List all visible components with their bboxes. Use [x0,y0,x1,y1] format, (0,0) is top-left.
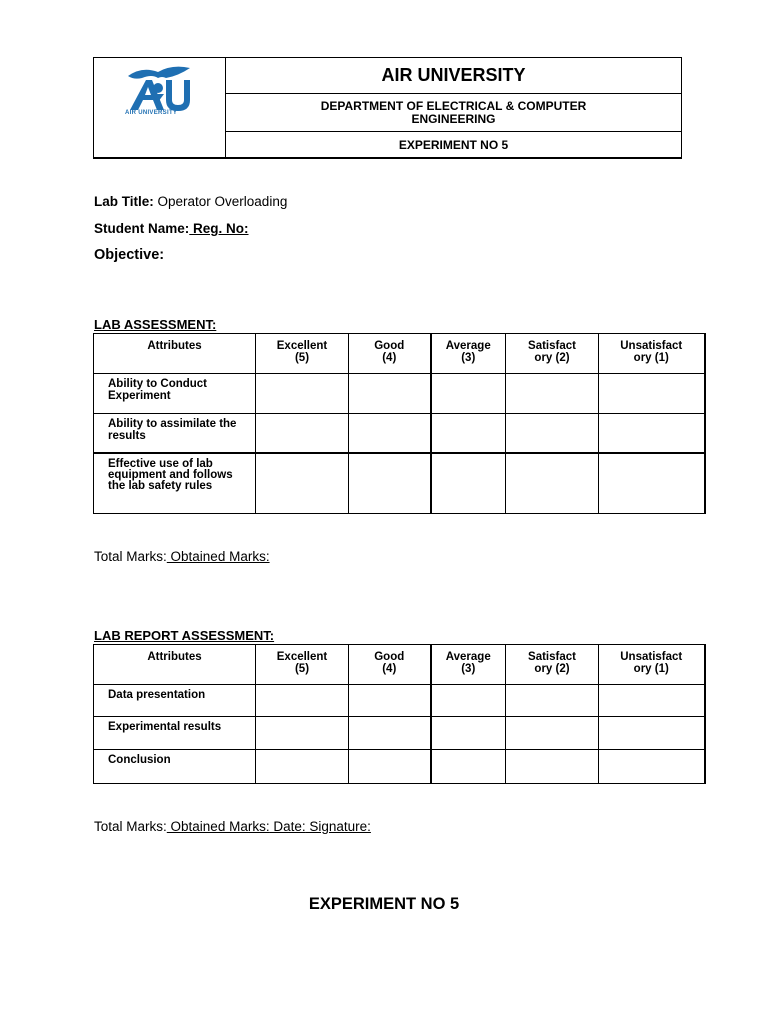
header-good: Good (4) [349,645,431,685]
lab-title-label: Lab Title: [94,194,154,209]
score-cell[interactable] [599,414,705,453]
score-cell[interactable] [256,414,349,453]
lab-report-footer [94,819,371,834]
student-name-line [94,221,249,236]
table-row [94,374,705,414]
air-university-logo-icon [122,62,194,112]
document-header [93,57,682,159]
lab-assessment-title: LAB ASSESSMENT: [94,317,217,332]
obtained-marks-label: Obtained Marks: [166,549,270,564]
score-cell[interactable] [349,453,431,514]
lab-report-assessment-title: LAB REPORT ASSESSMENT: [94,628,275,643]
header-unsatisfactory: Unsatisfact ory (1) [599,645,705,685]
row-attribute: Experimental results [94,717,256,750]
score-cell[interactable] [349,717,431,750]
score-cell[interactable] [431,685,506,717]
objective-label: Objective: [94,247,165,263]
score-cell[interactable] [599,717,705,750]
score-cell[interactable] [431,374,506,414]
score-cell[interactable] [506,750,599,784]
header-satisfactory: Satisfact ory (2) [506,645,599,685]
row-attribute: Data presentation [94,685,256,717]
header-average: Average (3) [431,645,506,685]
student-name-label: Student Name: [94,221,190,236]
score-cell[interactable] [599,750,705,784]
score-cell[interactable] [431,717,506,750]
row-attribute: Conclusion [94,750,256,784]
header-good: Good (4) [349,334,431,374]
header-unsatisfactory: Unsatisfact ory (1) [599,334,705,374]
reg-no-label: Reg. No: [189,221,249,236]
table-row [94,685,705,717]
score-cell[interactable] [256,374,349,414]
score-cell[interactable] [349,414,431,453]
score-cell[interactable] [506,453,599,514]
date-label: Date: [269,819,306,834]
score-cell[interactable] [506,374,599,414]
table-row [94,414,705,453]
logo-text: AIR UNIVERSITY [125,110,178,116]
header-excellent: Excellent (5) [256,645,349,685]
total-marks-label: Total Marks: [94,549,167,564]
header-attributes: Attributes [94,645,256,685]
lab-report-assessment-table [93,644,706,784]
score-cell[interactable] [256,717,349,750]
row-attribute: Ability to assimilate the results [94,414,256,453]
score-cell[interactable] [599,685,705,717]
header-attributes: Attributes [94,334,256,374]
department-name: DEPARTMENT OF ELECTRICAL & COMPUTER ENGINEERING [226,94,681,132]
signature-label: Signature: [305,819,371,834]
score-cell[interactable] [431,453,506,514]
score-cell[interactable] [506,685,599,717]
score-cell[interactable] [506,414,599,453]
header-satisfactory: Satisfact ory (2) [506,334,599,374]
row-attribute: Ability to Conduct Experiment [94,374,256,414]
score-cell[interactable] [256,750,349,784]
table-header-row [94,645,705,685]
row-attribute: Effective use of lab equipment and follows the lab safety rules [94,453,256,514]
score-cell[interactable] [349,750,431,784]
lab-assessment-table [93,333,706,514]
header-excellent: Excellent (5) [256,334,349,374]
score-cell[interactable] [599,453,705,514]
experiment-title: EXPERIMENT NO 5 [308,895,460,913]
table-header-row [94,334,705,374]
score-cell[interactable] [349,685,431,717]
experiment-number: EXPERIMENT NO 5 [398,138,509,152]
table-row [94,717,705,750]
score-cell[interactable] [506,717,599,750]
lab-title-value: Operator Overloading [153,194,288,209]
logo-cell [94,58,226,157]
score-cell[interactable] [431,750,506,784]
score-cell[interactable] [599,374,705,414]
header-average: Average (3) [431,334,506,374]
total-marks-label: Total Marks: [94,819,167,834]
score-cell[interactable] [431,414,506,453]
score-cell[interactable] [256,453,349,514]
obtained-marks-label: Obtained Marks: [166,819,270,834]
lab-assessment-footer [94,549,270,564]
score-cell[interactable] [256,685,349,717]
table-row [94,453,705,514]
lab-title-line [94,194,287,209]
university-name: AIR UNIVERSITY [226,58,681,94]
table-row [94,750,705,784]
score-cell[interactable] [349,374,431,414]
